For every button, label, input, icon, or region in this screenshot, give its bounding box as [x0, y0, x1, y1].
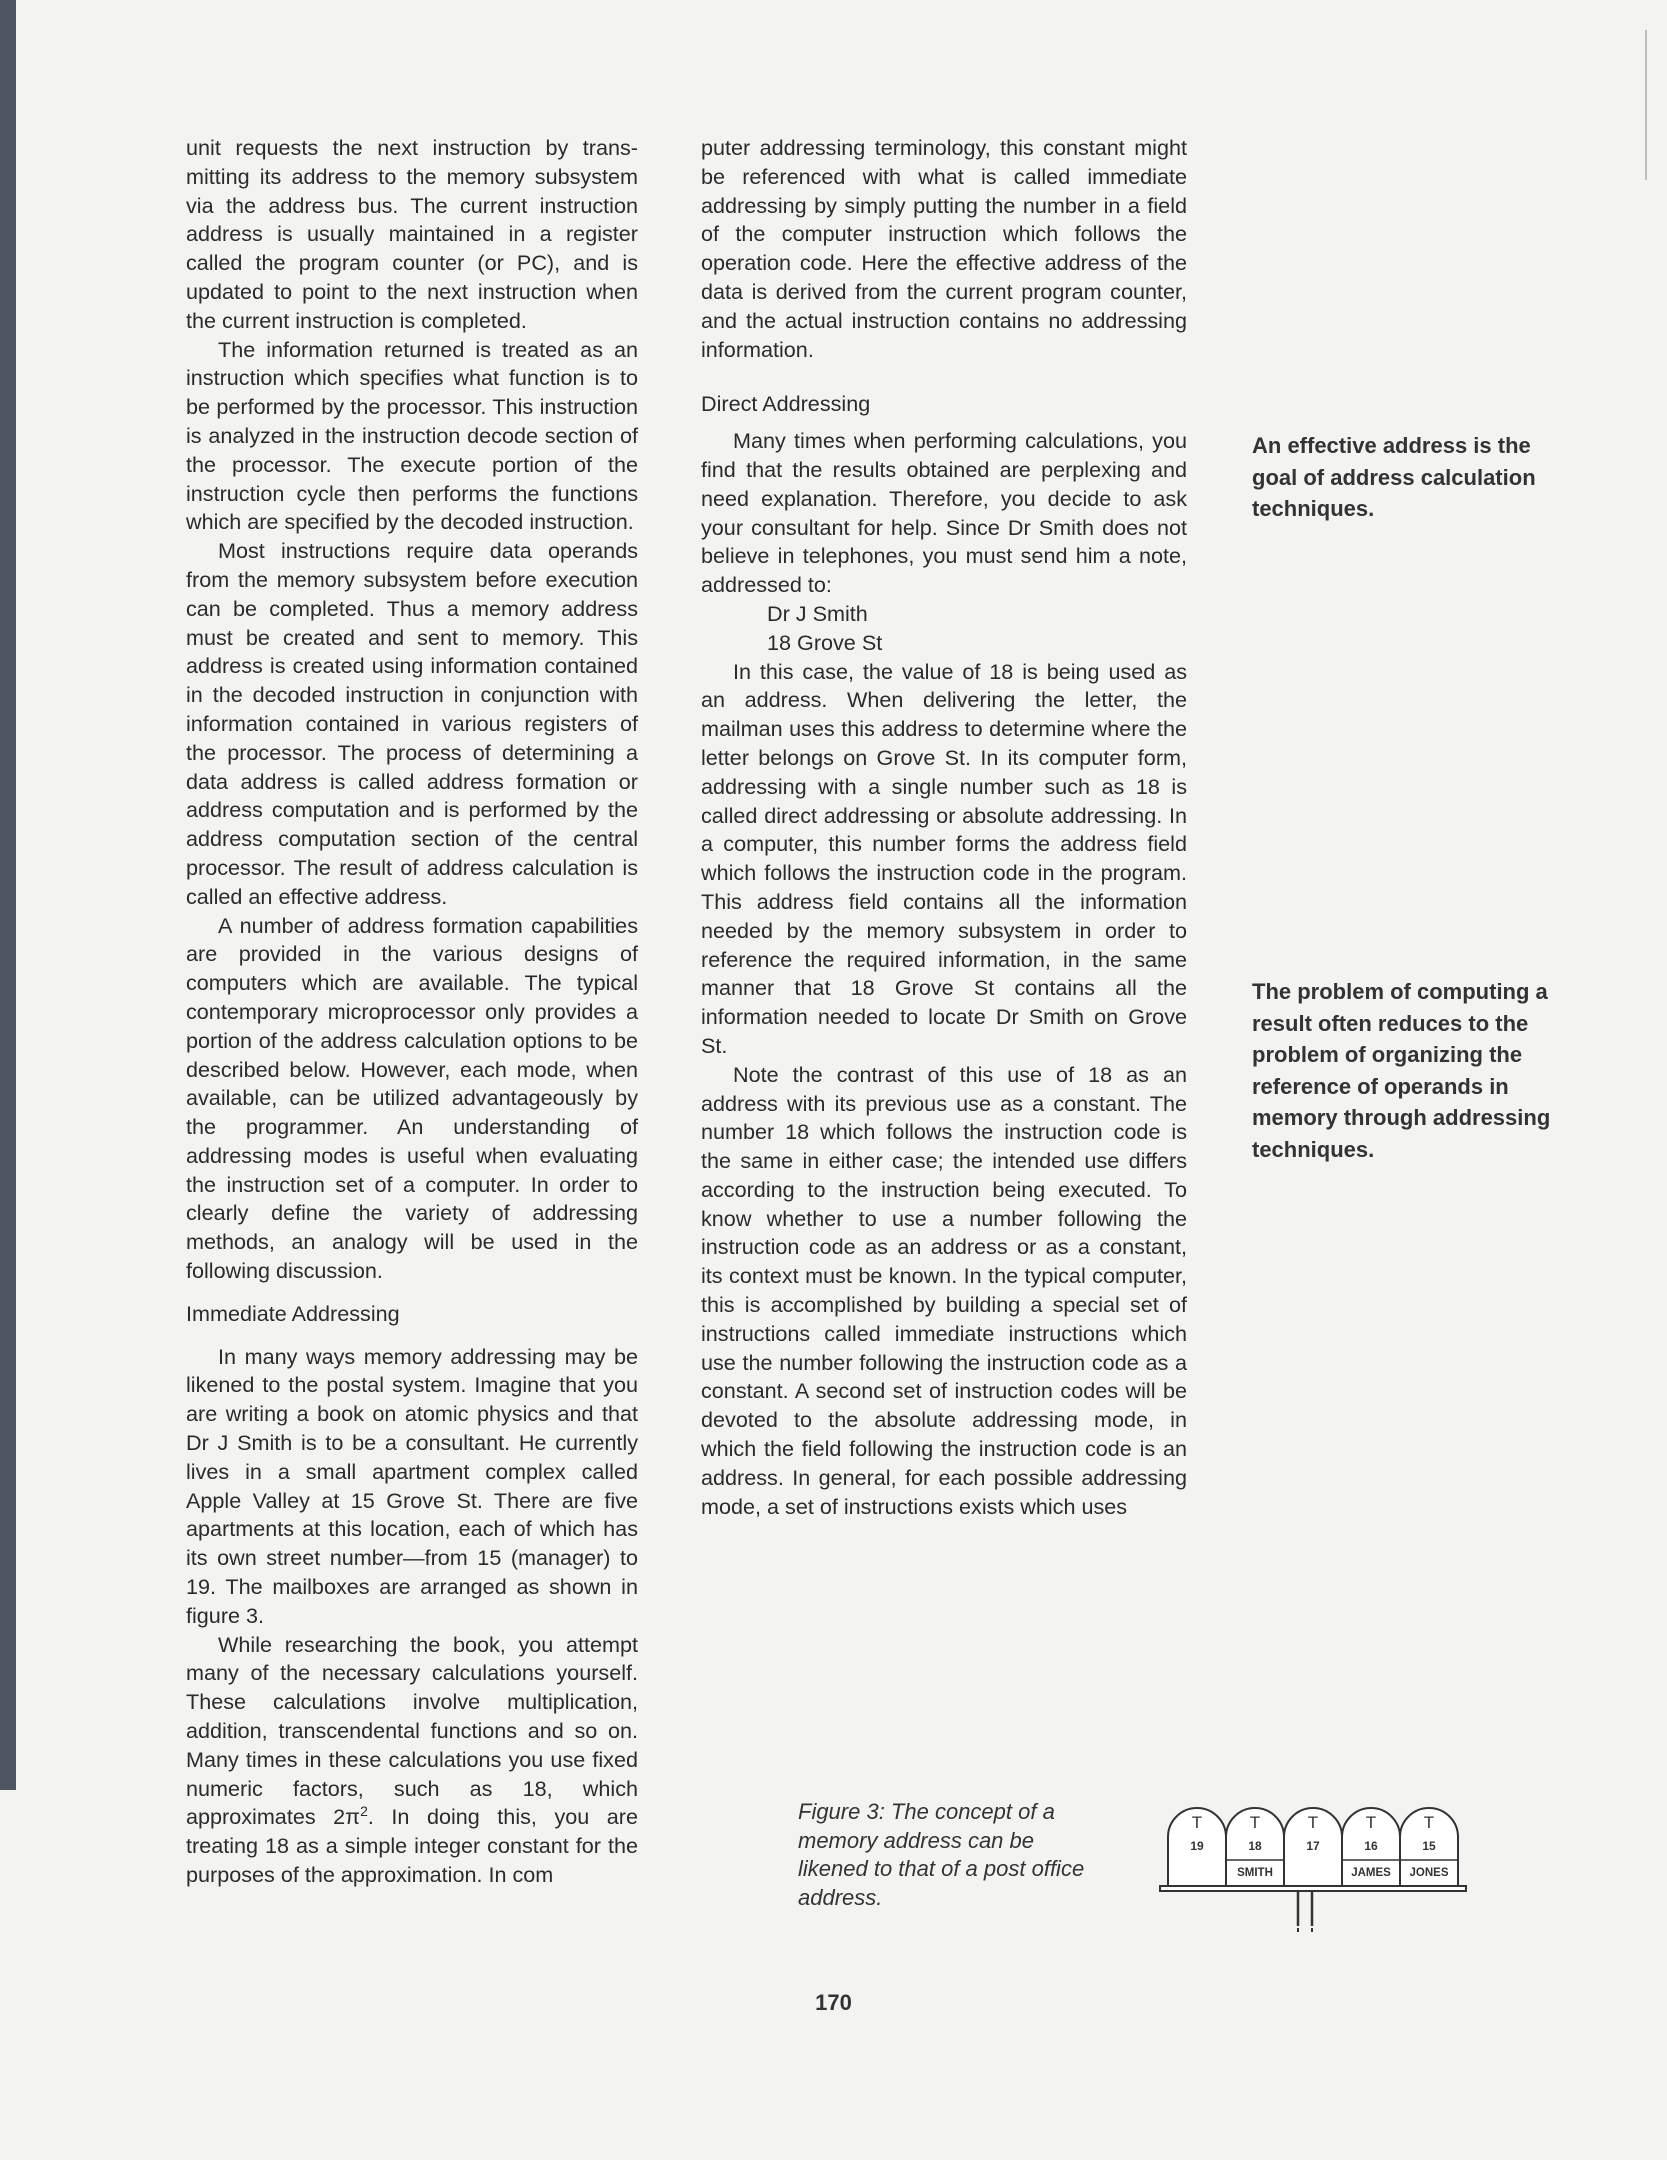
mailbox-flag: T: [1249, 1813, 1261, 1832]
margin-note: An effective address is the goal of address calculation techniques.: [1252, 433, 1536, 521]
mailbox-number: 18: [1248, 1839, 1262, 1853]
mailbox-base: [1160, 1886, 1466, 1891]
mailbox-nameplate: JAMES: [1351, 1867, 1391, 1879]
page-edge: [1645, 30, 1647, 180]
mailbox-number: 17: [1306, 1839, 1320, 1853]
paragraph: puter addressing terminology, this constant might be referenced with what is called immediate addressing by simply putting the number in a field of the computer instruction which follows the operation code. Here the effective address of the data is derived from the current program counter, and the actual instruction contains no addressing information.: [701, 135, 1187, 362]
mailbox-number: 16: [1364, 1839, 1378, 1853]
margin-note: The problem of computing a result often reduces to the problem of organizing the reference of operands in memory through addressing techniques.: [1252, 979, 1551, 1162]
mailbox: [1342, 1808, 1400, 1886]
figure-caption: Figure 3: The concept of a memory address can be likened to that of a post office address.: [798, 1799, 1085, 1910]
paragraph: The information returned is treated as an instruction which specifies what function is to be performed by the processor. This instruction is analyzed in the instruction decode section of the processor. The execute portion of the instruction cycle then performs the functions which are specified by the decoded instruction.: [186, 336, 638, 535]
address-line: 18 Grove St: [767, 629, 883, 655]
mailbox-flag: T: [1423, 1813, 1435, 1832]
paragraph: [186, 1631, 638, 1890]
section-heading-direct-addressing: Direct Addressing: [701, 391, 871, 417]
paragraph: unit requests the next instruction by transmitting its address to the memory subsystem via the address bus. The current instruction address is usually maintained in a register called the program counter (or PC), and is updated to point to the next instruction when the current instruction is completed.: [186, 135, 638, 333]
mailbox-figure: [1158, 1800, 1472, 1936]
mailbox-number: 19: [1190, 1839, 1204, 1853]
mailbox-flag: T: [1307, 1813, 1319, 1832]
paragraph: Note the contrast of this use of 18 as an address with its previous use as a constant. The number 18 which follows the instruction code is the same in either case; the intended use differs according to the instruction being executed. To know whether to use a number following the instruction code as an address or as a constant, its context must be known. In the typical computer, this is accomplished by building a special set of instructions called immediate instructions which use the number following the instruction code as a constant. A second set of instruction codes will be devoted to the absolute addressing mode, in which the field following the instruction code is an address. In general, for each possible addressing mode, a set of instructions exists which uses: [701, 1061, 1187, 1519]
middle-column: [701, 134, 1187, 1521]
address-line: Dr J Smith: [767, 600, 868, 626]
mailbox-flag: T: [1365, 1813, 1377, 1832]
mailbox: [1400, 1808, 1458, 1886]
mailbox-flag: T: [1191, 1813, 1203, 1832]
paragraph: In this case, the value of 18 is being used as an address. When delivering the letter, the mailman uses this address to determine where the letter belongs on Grove St. In its computer form, addressing with a single number such as 18 is called direct addressing or absolute addressing. In a computer, this number forms the address field which follows the instruction code in the program. This address field contains all the information needed by the memory subsystem in order to reference the required information, in the same manner that 18 Grove St contains all the information needed to locate Dr Smith on Grove St.: [701, 658, 1187, 1058]
paragraph-text: . In doing this, you are treating 18 as a simple integer constant for the purposes of the approximation. In com: [186, 1804, 638, 1888]
mailbox-number: 15: [1422, 1839, 1436, 1853]
section-heading-immediate-addressing: Immediate Addressing: [186, 1300, 400, 1326]
paragraph: In many ways memory addressing may be likened to the postal system. Imagine that you are writing a book on atomic physics and that Dr J Smith is to be a consultant. He currently lives in a small apartment complex called Apple Valley at 15 Grove St. There are five apartments at this location, each of which has its own street number—from 15 (manager) to 19. The mailboxes are arranged as shown in figure 3.: [186, 1343, 638, 1628]
mailbox-nameplate: JONES: [1409, 1867, 1449, 1879]
left-column: [186, 134, 638, 1890]
paragraph-text: While researching the book, you attempt many of the necessary calculations yourself. These calculations involve multiplication, addition, transcendental functions and so on. Many times in these calculations you use fixed numeric factors, such as 18, which approximates 2π: [186, 1631, 638, 1830]
mailbox: [1168, 1808, 1226, 1886]
paragraph: Many times when performing calculations, you find that the results obtained are perplexing and need explanation. Therefore, you decide to ask your consultant for help. Since Dr Smith does not believe in telephones, you must send him a note, addressed to:: [701, 428, 1187, 598]
mailbox-nameplate: SMITH: [1237, 1867, 1273, 1879]
mailbox: [1284, 1808, 1342, 1886]
paragraph: Most instructions require data operands from the memory subsystem before execution can be completed. Thus a memory address must be created and sent to memory. This address is created using information contained in the decoded instruction in conjunction with information contained in various registers of the processor. The process of determining a data address is called address formation or address computation and is performed by the address computation section of the central processor. The result of address calculation is called an effective address.: [186, 538, 638, 909]
page-number: 170: [815, 1990, 852, 2015]
superscript: 2: [360, 1803, 368, 1820]
mailbox: [1226, 1808, 1284, 1886]
paragraph: A number of address formation capabilities are provided in the various designs of computers which are available. The typical contemporary microprocessor only provides a portion of the address calculation options to be described below. However, each mode, when available, can be utilized advantageously by the programmer. An understanding of addressing modes is useful when evaluating the instruction set of a computer. In order to clearly define the variety of addressing methods, an analogy will be used in the following discussion.: [186, 912, 638, 1284]
binding-edge: [0, 0, 16, 1790]
